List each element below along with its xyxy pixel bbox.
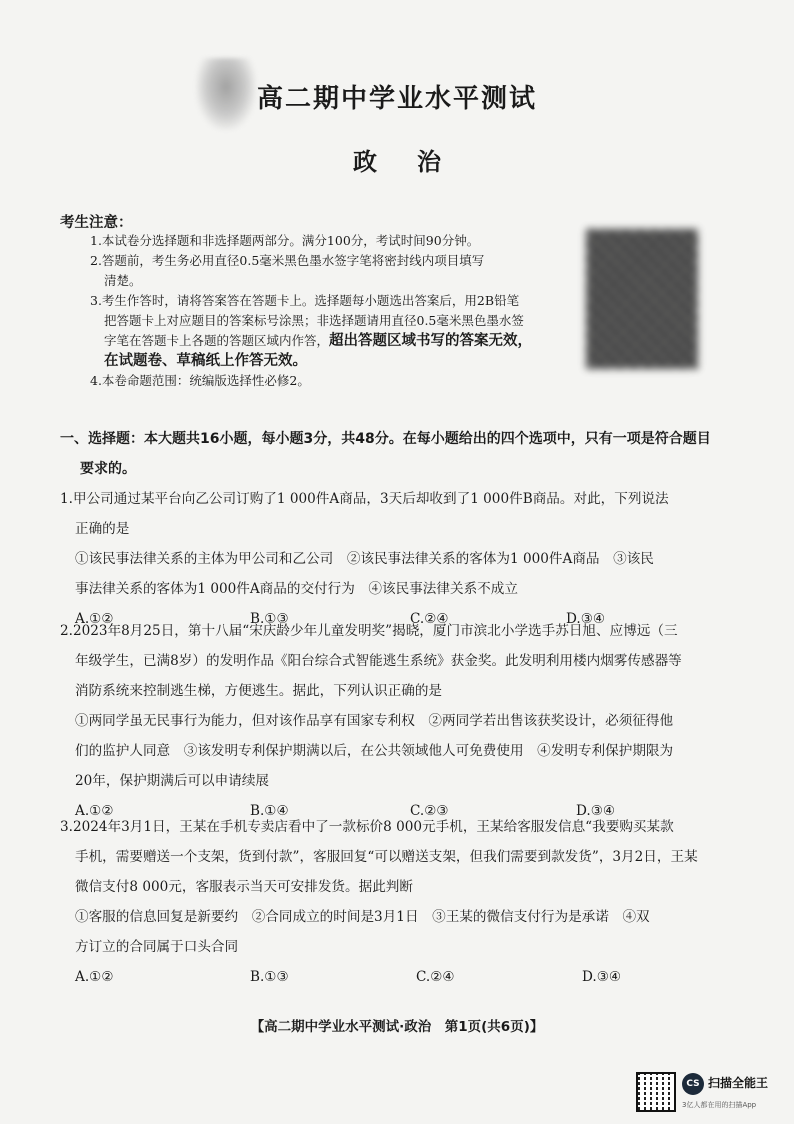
question-statement: ①该民事法律关系的主体为甲公司和乙公司 ②该民事法律关系的客体为1 000件A商品 ③该民 xyxy=(75,551,654,567)
question-text: 消防系统来控制逃生梯，方便逃生。据此，下列认识正确的是 xyxy=(75,683,443,699)
notice-text: 字笔在答题卡上各题的答题区域内作答， xyxy=(104,333,330,348)
question-statement: 们的监护人同意 ③该发明专利保护期满以后，在公共领域他人可免费使用 ④发明专利保护期限为 xyxy=(75,743,674,759)
page-title: 高二期中学业水平测试 xyxy=(256,84,537,114)
question-text: 微信支付8 000元，客服表示当天可安排发货。据此判断 xyxy=(75,879,413,895)
notice-text: 清楚。 xyxy=(104,273,142,288)
camscanner-logo-icon: CS xyxy=(682,1073,704,1095)
notice-item-1 xyxy=(90,231,580,251)
question-statement: 20年，保护期满后可以申请续展 xyxy=(75,773,270,789)
question-statement: ①客服的信息回复是新要约 ②合同成立的时间是3月1日 ③王某的微信支付行为是承诺 ④双 xyxy=(75,909,650,925)
option-b: B.①③ xyxy=(250,611,289,627)
option-d: D.③④ xyxy=(576,803,616,819)
option-c: C.②③ xyxy=(410,803,449,819)
option-d: D.③④ xyxy=(582,969,622,985)
notice-list xyxy=(90,231,580,391)
option-a: A.①② xyxy=(75,969,114,985)
notice-text: 3.考生作答时，请将答案答在答题卡上。选择题每小题选出答案后，用2B铅笔 xyxy=(90,293,520,308)
question-statement: ①两同学虽无民事行为能力，但对该作品享有国家专利权 ②两同学若出售该获奖设计，必须征得他 xyxy=(75,713,674,729)
notice-text: 2.答题前，考生务必用直径0.5毫米黑色墨水签字笔将密封线内项目填写 xyxy=(90,253,485,268)
section-text: 一、选择题：本大题共16小题，每小题3分，共48分。在每小题给出的四个选项中，只有一项是符合题目 xyxy=(60,431,711,447)
option-c: C.②④ xyxy=(416,969,455,985)
blurred-qr-image xyxy=(586,229,698,369)
question-text: 1.甲公司通过某平台向乙公司订购了1 000件A商品，3天后却收到了1 000件B商品。对此，下列说法 xyxy=(60,491,669,507)
option-row xyxy=(60,962,740,992)
question-1 xyxy=(60,484,740,634)
question-3 xyxy=(60,812,740,992)
notice-text: 1.本试卷分选择题和非选择题两部分。满分100分，考试时间90分钟。 xyxy=(90,233,480,248)
option-b: B.①③ xyxy=(250,969,289,985)
notice-emphasis: 超出答题区域书写的答案无效， xyxy=(329,333,533,349)
question-statement: 方订立的合同属于口头合同 xyxy=(75,939,239,955)
option-b: B.①④ xyxy=(250,803,289,819)
scanner-tagline: 3亿人都在用的扫描App xyxy=(682,1101,757,1109)
question-statement: 事法律关系的客体为1 000件A商品的交付行为 ④该民事法律关系不成立 xyxy=(75,581,518,597)
notice-text: 把答题卡上对应题目的答案标号涂黑；非选择题请用直径0.5毫米黑色墨水签 xyxy=(104,313,524,328)
notice-heading: 考生注意： xyxy=(60,215,133,231)
section-heading xyxy=(60,424,740,484)
question-text: 2.2023年8月25日，第十八届“宋庆龄少年儿童发明奖”揭晓，厦门市滨北小学选手苏日旭、应博远（三 xyxy=(60,623,678,639)
page-footer: 【高二期中学业水平测试·政治 第1页(共6页)】 xyxy=(250,1019,544,1035)
question-text: 3.2024年3月1日，王某在手机专卖店看中了一款标价8 000元手机，王某给客服发信息“我要购买某款 xyxy=(60,819,674,835)
scanner-app-name: 扫描全能王 xyxy=(708,1076,769,1090)
option-d: D.③④ xyxy=(566,611,606,627)
notice-emphasis: 在试题卷、草稿纸上作答无效。 xyxy=(104,353,307,369)
question-text: 正确的是 xyxy=(75,521,130,537)
notice-text: 4.本卷命题范围：统编版选择性必修2。 xyxy=(90,373,310,388)
option-a: A.①② xyxy=(75,611,114,627)
option-c: C.②④ xyxy=(410,611,449,627)
question-text: 手机，需要赠送一个支架，货到付款”，客服回复“可以赠送支架，但我们需要到款发货”，3月2日，王某 xyxy=(75,849,698,865)
question-2 xyxy=(60,616,740,826)
subject-title: 政治 xyxy=(353,148,481,176)
section-text: 要求的。 xyxy=(80,461,136,477)
notice-item-2 xyxy=(90,251,580,291)
option-a: A.①② xyxy=(75,803,114,819)
notice-item-3 xyxy=(90,291,580,371)
notice-item-4 xyxy=(90,371,580,391)
question-text: 年级学生，已满8岁）的发明作品《阳台综合式智能逃生系统》获金奖。此发明利用楼内烟雾传感器等 xyxy=(75,653,682,669)
qr-code-icon xyxy=(636,1072,676,1112)
